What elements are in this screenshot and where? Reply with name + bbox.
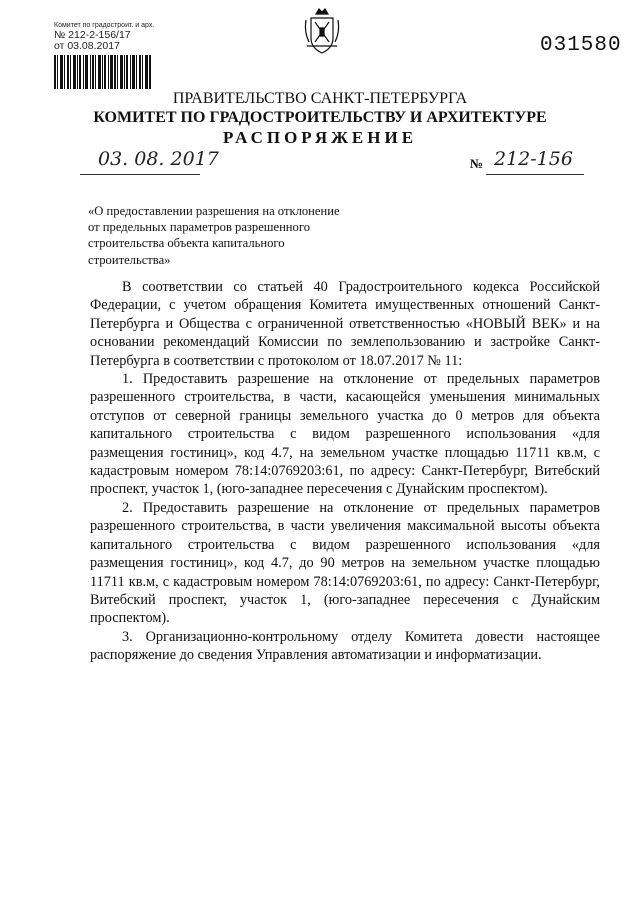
stamp-reg-number: № 212-2-156/17	[54, 29, 131, 41]
document-type-title: РАСПОРЯЖЕНИЕ	[222, 128, 418, 147]
subject-line: «О предоставлении разрешения на отклонение	[88, 204, 340, 218]
subject-line: строительства»	[88, 252, 171, 267]
barcode-icon	[54, 55, 152, 89]
document-subject	[88, 203, 378, 268]
number-label: №	[470, 156, 484, 171]
clause-3-paragraph: 3. Организационно-контрольному отделу Комитета довести настоящее распоряжение до сведения Управления автоматизации и информатизации.	[90, 628, 600, 664]
preamble-paragraph: В соответствии со статьей 40 Градостроительного кодекса Российской Федерации, с учетом обращения Комитета имущественных отношений Санкт-Петербурга и Общества с ограниченной ответственностью «НОВЫЙ ВЕК» и на основании рекомендаций Комиссии по землепользованию и застройке Санкт-Петербурга в соответствии с протоколом от 18.07.2017 № 11:	[90, 279, 600, 369]
registration-stamp	[54, 22, 174, 89]
government-title: ПРАВИТЕЛЬСТВО САНКТ-ПЕТЕРБУРГА	[172, 90, 468, 107]
document-serial-number: 031580	[540, 34, 622, 57]
handwritten-number: 212-156	[494, 148, 573, 170]
clause-1-paragraph: 1. Предоставить разрешение на отклонение от предельных параметров разрешенного строительства, в части, касающейся уменьшения минимальных отступов от северной границы земельного участка до 0 метров для объекта капитального строительства с видом разрешенного использования «для размещения гостиниц», код 4.7, на земельном участке площадью 11711 кв.м, с кадастровым номером 78:14:0769203:61, по адресу: Санкт-Петербург, Витебский проспект, участок 1, (юго-западнее пересечения с Дунайским проспектом).	[90, 371, 600, 498]
clause-2-paragraph: 2. Предоставить разрешение на отклонение от предельных параметров разрешенного строительства, в части увеличения максимальной высоты объекта капитального строительства с видом разрешенного использования «для размещения гостиниц», код 4.7, до 90 метров на земельном участке площадью 11711 кв.м, с кадастровым номером 78:14:0769203:61, по адресу: Санкт-Петербург, Витебский проспект, участок 1, (юго-западнее пересечения с Дунайским проспектом).	[90, 499, 600, 627]
subject-line: строительства объекта капитального	[88, 236, 285, 251]
number-underline	[486, 174, 584, 175]
stamp-reg-date: от 03.08.2017	[54, 40, 120, 52]
handwritten-date: 03. 08. 2017	[98, 148, 219, 170]
coat-of-arms-icon	[303, 6, 341, 56]
committee-title: КОМИТЕТ ПО ГРАДОСТРОИТЕЛЬСТВУ И АРХИТЕКТУРЕ	[93, 109, 547, 126]
subject-line: от предельных параметров разрешенного	[88, 220, 310, 235]
document-body	[90, 278, 600, 665]
date-underline	[80, 174, 200, 175]
stamp-header-text: Комитет по градостроит. и арх.	[54, 22, 155, 29]
